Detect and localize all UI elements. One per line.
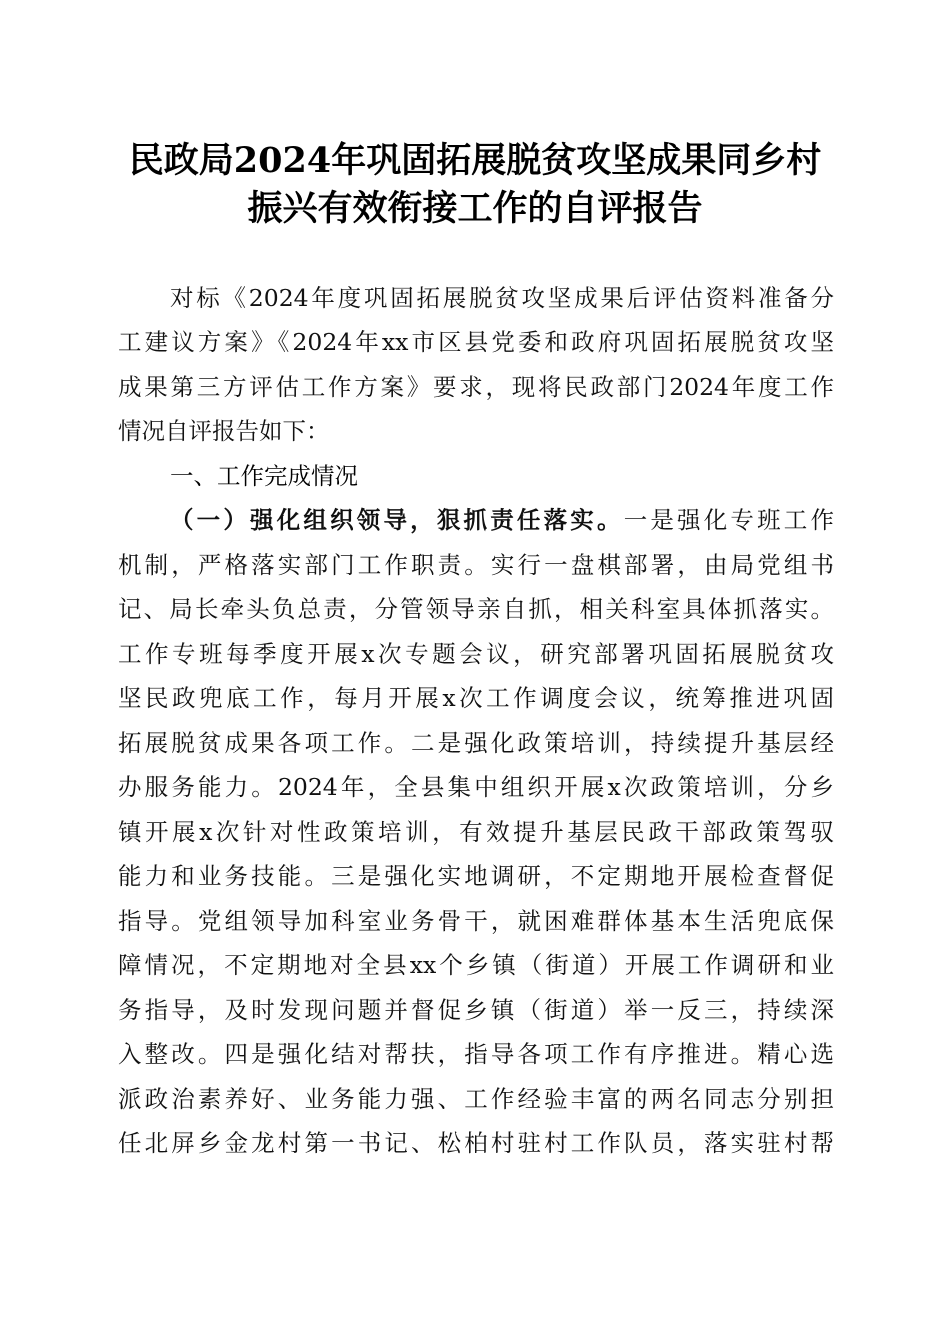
- intro-line: 情况自评报告如下：: [118, 417, 330, 445]
- body-line: 记、局长牵头负总责，分管领导亲自抓，相关科室具体抓落实。: [118, 595, 834, 623]
- section-heading: 一、工作完成情况: [170, 462, 358, 490]
- subsection-label: （一）强化组织领导，狠抓责任落实。: [170, 506, 624, 534]
- subsection-first-line-rest: 一是强化专班工作: [623, 506, 834, 534]
- subsection-first-line: [170, 505, 834, 535]
- body-line: 工作专班每季度开展x次专题会议，研究部署巩固拓展脱贫攻: [118, 640, 834, 668]
- body-line: 拓展脱贫成果各项工作。二是强化政策培训，持续提升基层经: [118, 729, 834, 757]
- body-line: 办服务能力。2024年，全县集中组织开展x次政策培训，分乡: [118, 773, 834, 801]
- intro-line: 工建议方案》《2024年xx市区县党委和政府巩固拓展脱贫攻坚: [118, 328, 834, 356]
- intro-line: 成果第三方评估工作方案》要求，现将民政部门2024年度工作: [118, 373, 834, 401]
- body-line: 务指导，及时发现问题并督促乡镇（街道）举一反三，持续深: [118, 996, 834, 1024]
- body-line: 能力和业务技能。三是强化实地调研，不定期地开展检查督促: [118, 862, 834, 890]
- body-line: 障情况，不定期地对全县xx个乡镇（街道）开展工作调研和业: [118, 951, 834, 979]
- body-line: 机制，严格落实部门工作职责。实行一盘棋部署，由局党组书: [118, 551, 834, 579]
- body-line: 坚民政兜底工作，每月开展x次工作调度会议，统筹推进巩固: [118, 684, 834, 712]
- document-title-line-2: 振兴有效衔接工作的自评报告: [247, 188, 703, 229]
- body-line: 入整改。四是强化结对帮扶，指导各项工作有序推进。精心选: [118, 1040, 834, 1068]
- body-line: 指导。党组领导加科室业务骨干，就困难群体基本生活兜底保: [118, 907, 834, 935]
- document-title-line-1: 民政局2024年巩固拓展脱贫攻坚成果同乡村: [128, 140, 822, 181]
- body-line: 任北屏乡金龙村第一书记、松柏村驻村工作队员，落实驻村帮: [118, 1129, 834, 1157]
- body-line: 派政治素养好、业务能力强、工作经验丰富的两名同志分别担: [118, 1085, 834, 1113]
- body-line: 镇开展x次针对性政策培训，有效提升基层民政干部政策驾驭: [118, 818, 834, 846]
- intro-line: 对标《2024年度巩固拓展脱贫攻坚成果后评估资料准备分: [170, 284, 834, 312]
